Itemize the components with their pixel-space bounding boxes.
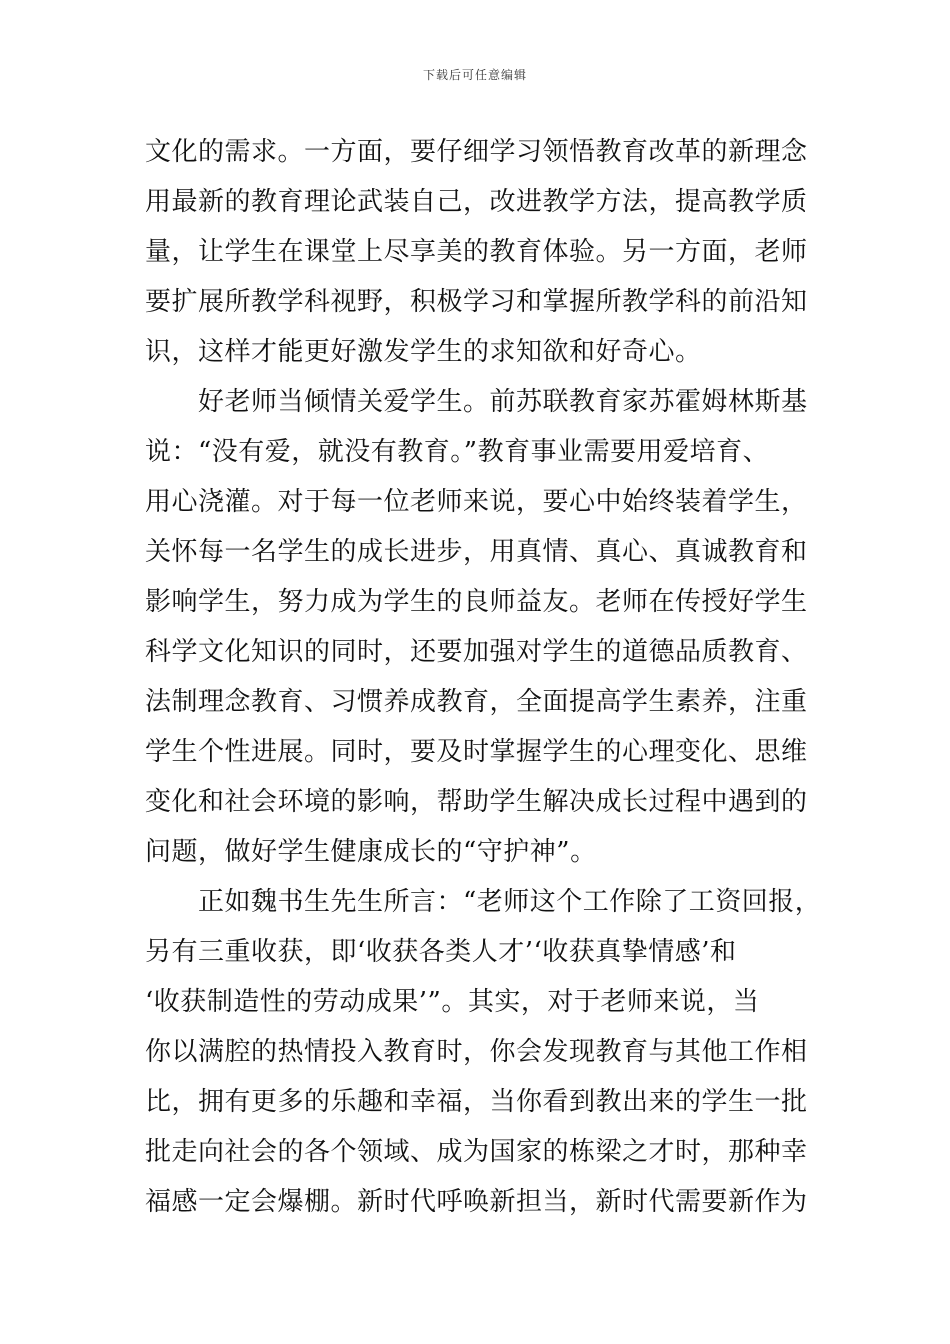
text-line: 学生个性进展。同时，要及时掌握学生的心理变化、思维 (145, 737, 808, 767)
text-line: 好老师当倾情关爱学生。前苏联教育家苏霍姆林斯基 (145, 387, 808, 417)
text-line: 你以满腔的热情投入教育时，你会发现教育与其他工作相 (145, 1037, 808, 1067)
text-line: 文化的需求。一方面，要仔细学习领悟教育改革的新理念 (145, 137, 808, 167)
text-line: 关怀每一名学生的成长进步，用真情、真心、真诚教育和 (145, 537, 808, 567)
text-line: 量，让学生在课堂上尽享美的教育体验。另一方面，老师 (145, 237, 808, 267)
text-line: 影响学生，努力成为学生的良师益友。老师在传授好学生 (145, 587, 808, 617)
document-body (145, 127, 825, 1227)
text-line: 科学文化知识的同时，还要加强对学生的道德品质教育、 (145, 637, 808, 667)
text-line: 要扩展所教学科视野，积极学习和掌握所教学科的前沿知 (145, 287, 808, 317)
text-line: 说：“没有爱，就没有教育。”教育事业需要用爱培育、 (145, 437, 770, 467)
text-line: 用心浇灌。对于每一位老师来说，要心中始终装着学生， (145, 487, 808, 517)
text-line: 识，这样才能更好激发学生的求知欲和好奇心。 (145, 337, 702, 367)
text-line: 法制理念教育、习惯养成教育，全面提高学生素养，注重 (145, 687, 808, 717)
text-line: 福感一定会爆棚。新时代呼唤新担当，新时代需要新作为 (145, 1187, 808, 1217)
text-line: ‘收获制造性的劳动成果’”。其实，对于老师来说，当 (145, 987, 760, 1017)
page-header: 下载后可任意编辑 (422, 68, 527, 82)
text-line: 用最新的教育理论武装自己，改进教学方法，提高教学质 (145, 187, 808, 217)
text-line: 问题，做好学生健康成长的“守护神”。 (145, 837, 597, 867)
text-line: 变化和社会环境的影响，帮助学生解决成长过程中遇到的 (145, 787, 808, 817)
text-line: 正如魏书生先生所言：“老师这个工作除了工资回报， (145, 887, 822, 917)
text-line: 另有三重收获，即‘收获各类人才’‘收获真挚情感’和 (145, 937, 737, 967)
text-line: 比，拥有更多的乐趣和幸福，当你看到教出来的学生一批 (145, 1087, 808, 1117)
text-line: 批走向社会的各个领域、成为国家的栋梁之才时，那种幸 (145, 1137, 808, 1167)
